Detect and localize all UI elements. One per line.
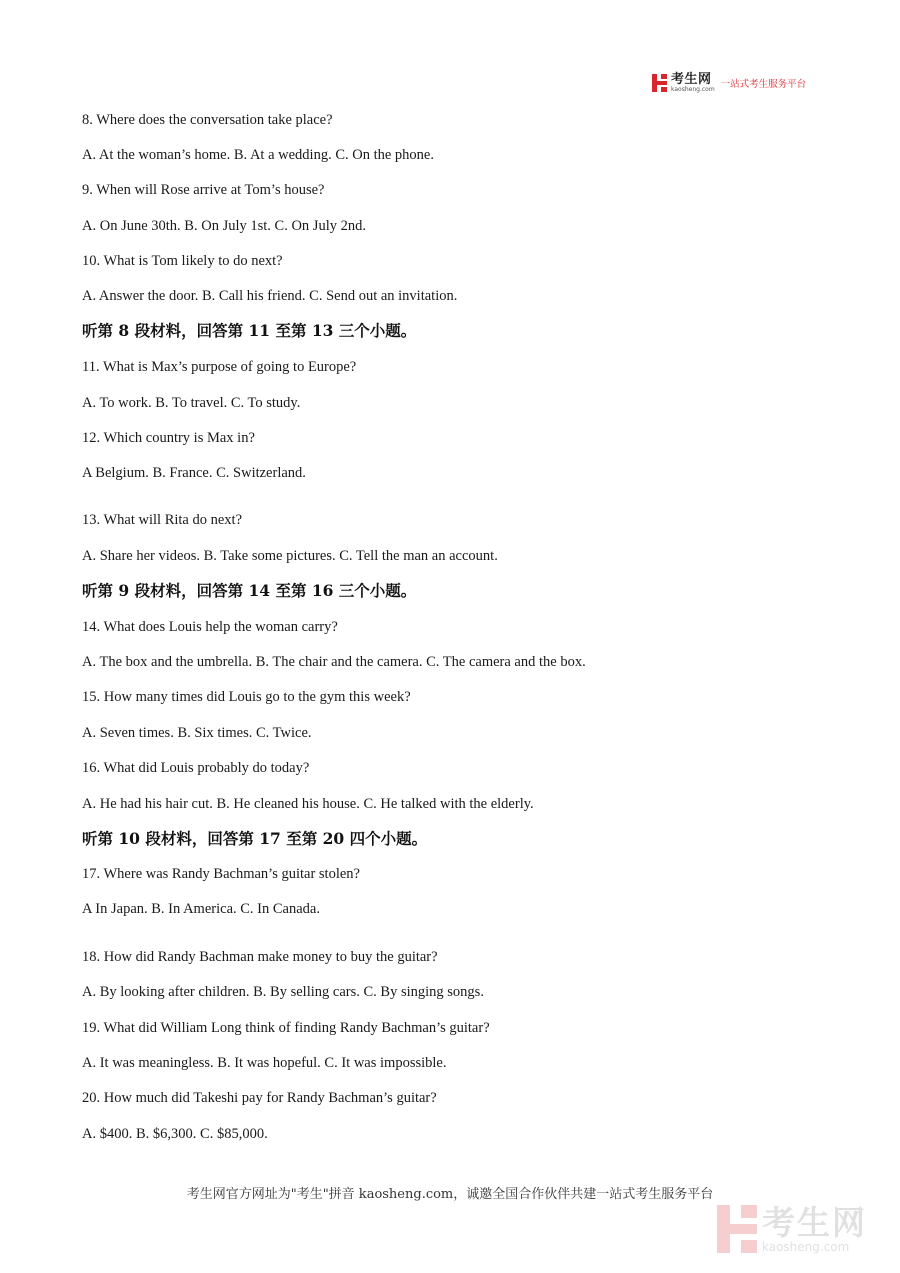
watermark-logo [717,1202,867,1254]
answer-options: A. The box and the umbrella. B. The chair and the camera. C. The camera and the box. [82,654,586,670]
brand-domain: kaosheng.com [671,86,715,93]
answer-options: A. Share her videos. B. Take some pictures. C. Tell the man an account. [82,548,498,564]
answer-options: A. At the woman’s home. B. At a wedding. C. On the phone. [82,147,434,163]
question-text: 18. How did Randy Bachman make money to buy the guitar? [82,949,438,965]
question-text: 9. When will Rose arrive at Tom’s house? [82,182,325,198]
answer-options: A. He had his hair cut. B. He cleaned his house. C. He talked with the elderly. [82,796,534,812]
page-footer: 考生网官方网址为"考生"拼音 kaosheng.com，诚邀全国合作伙伴共建一站式考生服务平台 [186,1187,714,1202]
watermark-mark-icon [717,1205,757,1253]
question-text: 15. How many times did Louis go to the gym this week? [82,689,411,705]
answer-options: A Belgium. B. France. C. Switzerland. [82,465,306,481]
question-text: 10. What is Tom likely to do next? [82,253,283,269]
section-heading: 听第 9 段材料，回答第 14 至第 16 三个小题。 [82,581,417,600]
answer-options: A. Answer the door. B. Call his friend. C. Send out an invitation. [82,288,458,304]
answer-options: A. To work. B. To travel. C. To study. [82,395,301,411]
question-text: 14. What does Louis help the woman carry? [82,619,338,635]
question-text: 19. What did William Long think of finding Randy Bachman’s guitar? [82,1020,490,1036]
answer-options: A In Japan. B. In America. C. In Canada. [82,901,320,917]
question-text: 12. Which country is Max in? [82,430,255,446]
question-text: 16. What did Louis probably do today? [82,760,310,776]
watermark-name: 考生网 [762,1202,867,1242]
section-heading: 听第 10 段材料，回答第 17 至第 20 四个小题。 [82,829,428,848]
question-text: 11. What is Max’s purpose of going to Europe? [82,359,357,375]
answer-options: A. It was meaningless. B. It was hopeful. C. It was impossible. [82,1055,447,1071]
brand-tagline: 一站式考生服务平台 [720,79,807,90]
watermark-domain: kaosheng.com [762,1239,850,1254]
header-logo [652,71,806,95]
answer-options: A. By looking after children. B. By selling cars. C. By singing songs. [82,984,484,1000]
section-heading: 听第 8 段材料，回答第 11 至第 13 三个小题。 [82,321,417,340]
answer-options: A. $400. B. $6,300. C. $85,000. [82,1126,268,1142]
question-text: 17. Where was Randy Bachman’s guitar stolen? [82,866,360,882]
question-text: 20. How much did Takeshi pay for Randy Bachman’s guitar? [82,1090,437,1106]
brand-name: 考生网 [671,72,712,87]
question-text: 13. What will Rita do next? [82,512,243,528]
answer-options: A. Seven times. B. Six times. C. Twice. [82,725,312,741]
question-text: 8. Where does the conversation take place? [82,112,333,128]
answer-options: A. On June 30th. B. On July 1st. C. On July 2nd. [82,218,366,234]
logo-mark-icon [652,74,667,92]
